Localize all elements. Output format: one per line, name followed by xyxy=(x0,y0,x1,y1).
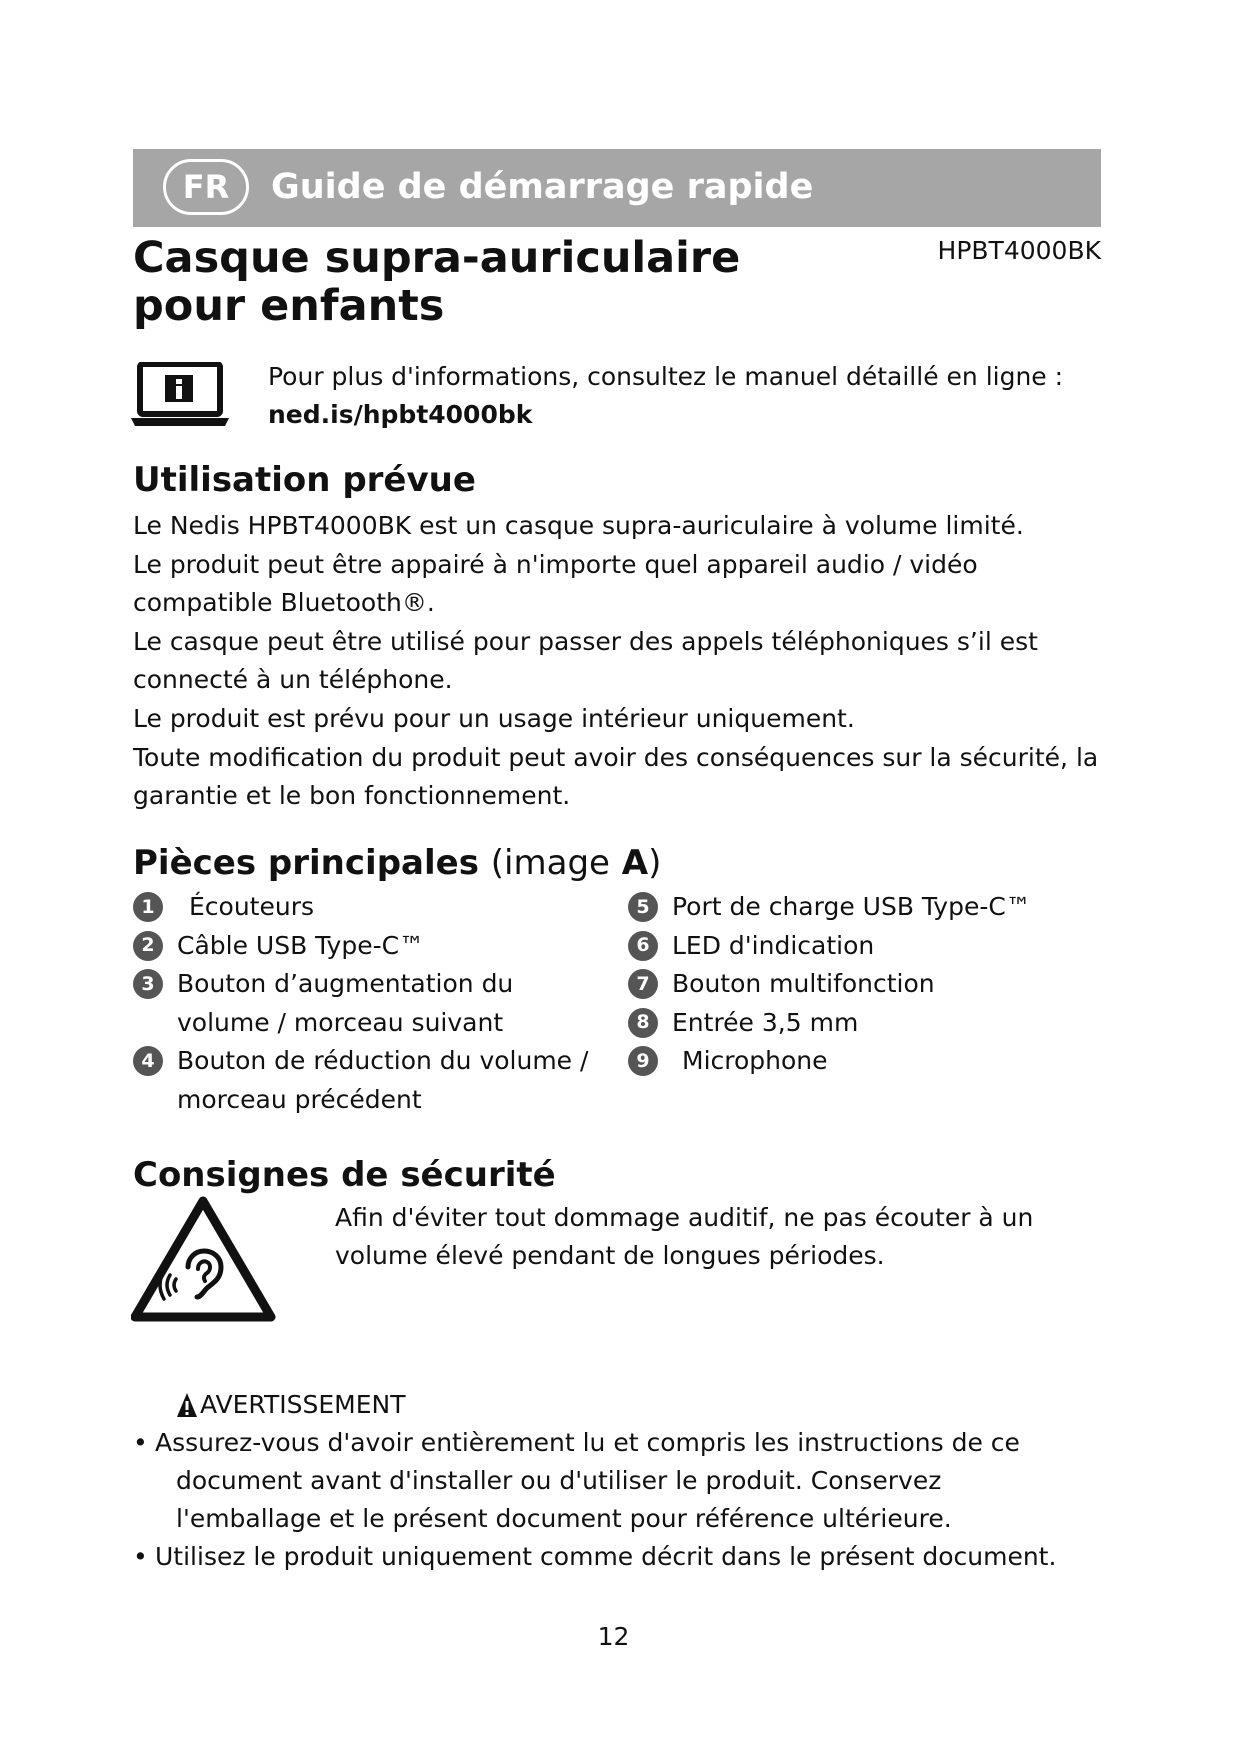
section-heading-intended-use: Utilisation prévue xyxy=(133,460,476,500)
part-label: Microphone xyxy=(682,1046,828,1075)
part-label: Port de charge USB Type-C™ xyxy=(672,892,1031,921)
paragraph: Toute modification du produit peut avoir des conséquences sur la sécurité, la garantie et le bon fonctionnement. xyxy=(133,743,1099,810)
part-number-badge: 7 xyxy=(628,969,658,999)
list-item xyxy=(133,1424,1093,1538)
section-heading-safety: Consignes de sécurité xyxy=(133,1155,556,1195)
warning-label: AVERTISSEMENT xyxy=(200,1390,406,1419)
parts-heading-suffix: (image xyxy=(490,843,610,883)
page-number: 12 xyxy=(597,1622,630,1651)
list-item xyxy=(133,1538,1093,1576)
bullet-text-continued: document avant d'installer ou d'utiliser le produit. Conservez l'emballage et le présent document pour référence ultérieure. xyxy=(176,1466,952,1533)
safety-text: Afin d'éviter tout dommage auditif, ne pas écouter à un volume élevé pendant de longues périodes. xyxy=(335,1203,1034,1270)
paragraph: Le casque peut être utilisé pour passer des appels téléphoniques s’il est connecté à un téléphone. xyxy=(133,627,1038,694)
part-label: Entrée 3,5 mm xyxy=(672,1007,859,1037)
banner-title: Guide de démarrage rapide xyxy=(271,167,814,207)
page-title: Casque supra-auriculaire pour enfants xyxy=(133,233,741,331)
part-item xyxy=(133,888,603,927)
part-item xyxy=(628,1004,1098,1043)
part-label: Câble USB Type-C™ xyxy=(177,930,425,960)
intended-use-text xyxy=(133,507,1113,816)
parts-list-right xyxy=(628,888,1098,1081)
part-label: Bouton multifonction xyxy=(672,969,935,998)
header-banner xyxy=(133,149,1101,227)
warning-triangle-icon xyxy=(176,1392,198,1418)
part-label: Bouton de réduction du volume / morceau précédent xyxy=(177,1046,589,1114)
part-item xyxy=(628,888,1098,927)
hearing-warning-icon xyxy=(131,1195,276,1327)
part-number-badge: 4 xyxy=(133,1046,163,1076)
part-item xyxy=(133,1042,603,1119)
paragraph: Le produit peut être appairé à n'importe quel appareil audio / vidéo compatible Bluetooth®. xyxy=(133,550,978,617)
bullet-text: Utilisez le produit uniquement comme décrit dans le présent document. xyxy=(155,1542,1057,1571)
part-label: Écouteurs xyxy=(189,892,315,921)
part-label: LED d'indication xyxy=(672,930,875,960)
part-number-badge: 5 xyxy=(628,892,658,922)
section-heading-parts xyxy=(133,843,661,883)
bullet-text: Assurez-vous d'avoir entièrement lu et compris les instructions de ce xyxy=(155,1428,1020,1457)
part-item xyxy=(628,927,1098,966)
info-text: Pour plus d'informations, consultez le manuel détaillé en ligne : xyxy=(268,362,1064,391)
paragraph: Le produit est prévu pour un usage intérieur uniquement. xyxy=(133,704,855,733)
parts-heading-text: Pièces principales xyxy=(133,843,479,883)
paragraph: Le Nedis HPBT4000BK est un casque supra-auriculaire à volume limité. xyxy=(133,511,1024,540)
part-label: Bouton d’augmentation du volume / morceau suivant xyxy=(177,969,514,1037)
model-number: HPBT4000BK xyxy=(937,236,1101,265)
warning-list xyxy=(133,1424,1093,1576)
part-item xyxy=(628,1042,1098,1081)
part-number-badge: 6 xyxy=(628,931,658,961)
part-number-badge: 8 xyxy=(628,1008,658,1038)
parts-heading-letter: A xyxy=(621,843,649,883)
part-item xyxy=(628,965,1098,1004)
manual-link[interactable]: ned.is/hpbt4000bk xyxy=(268,400,533,429)
part-item xyxy=(133,965,603,1042)
parts-list-left xyxy=(133,888,603,1119)
info-text-block xyxy=(268,358,1063,434)
language-badge: FR xyxy=(163,159,249,215)
parts-heading-close: ) xyxy=(648,843,662,883)
laptop-info-icon xyxy=(131,362,231,432)
part-number-badge: 9 xyxy=(628,1046,658,1076)
part-item xyxy=(133,927,603,966)
part-number-badge: 2 xyxy=(133,931,163,961)
warning-heading xyxy=(176,1390,405,1419)
part-number-badge: 1 xyxy=(133,892,163,922)
part-number-badge: 3 xyxy=(133,969,163,999)
